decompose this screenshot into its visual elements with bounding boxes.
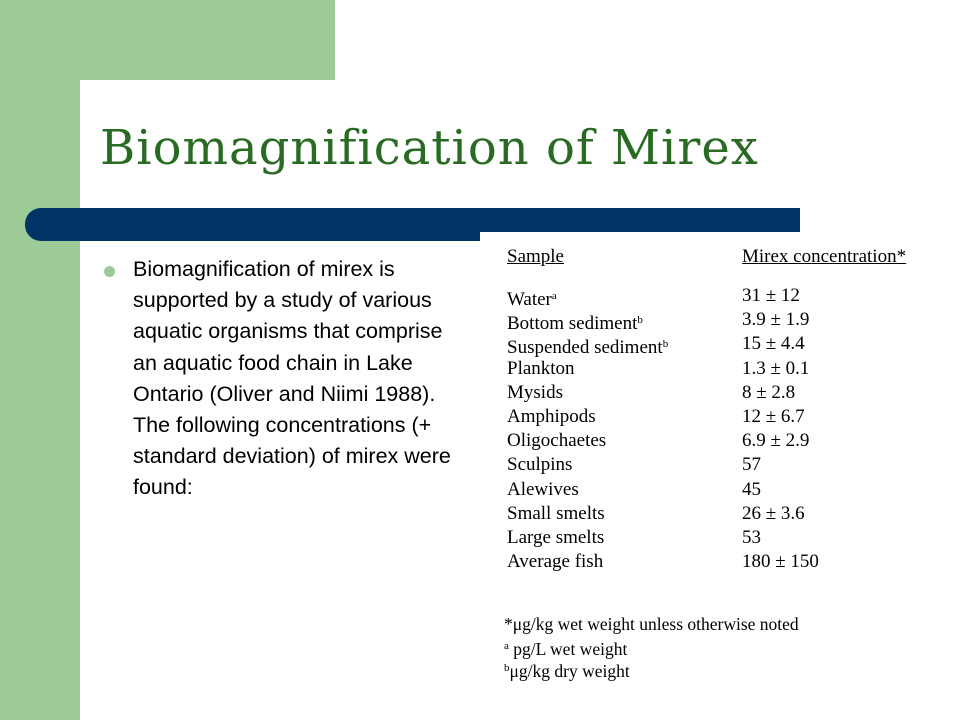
- footnote-mark: a: [551, 290, 557, 302]
- cell-sample: Bottom sediment$^b$: [507, 313, 643, 335]
- cell-concentration: 12 ± 6.7: [742, 406, 805, 427]
- table-row: [480, 332, 960, 359]
- cell-sample: Average fish: [507, 551, 604, 573]
- cell-concentration: 45: [742, 478, 761, 500]
- cell-sample: Mysids: [507, 381, 563, 403]
- mirex-table: [480, 232, 960, 692]
- footnote: $^a$ pg/L wet weight: [504, 639, 628, 659]
- top-decor-block: [0, 0, 335, 80]
- cell-concentration: 57: [742, 454, 761, 476]
- table-row: [480, 453, 960, 477]
- cell-concentration: 26 ± 3.6: [742, 502, 805, 524]
- table-row: [480, 526, 960, 550]
- cell-sample: Small smelts: [507, 502, 605, 524]
- cell-sample: Amphipods: [507, 406, 596, 427]
- cell-concentration: 31 ± 12: [742, 285, 800, 306]
- cell-sample: Alewives: [507, 478, 579, 500]
- footnote: $^b$μg/kg dry weight: [504, 661, 630, 681]
- table-row: [480, 357, 960, 381]
- cell-concentration: 6.9 ± 2.9: [742, 430, 810, 452]
- table-row: [480, 429, 960, 453]
- cell-sample: Large smelts: [507, 527, 605, 548]
- column-header-concentration: Mirex concentration*: [742, 246, 907, 267]
- cell-concentration: 53: [742, 527, 761, 548]
- cell-concentration: 8 ± 2.8: [742, 381, 796, 403]
- footnote-mark: b: [637, 314, 643, 327]
- table-row: [480, 478, 960, 502]
- footnote-mark: b: [662, 338, 669, 351]
- cell-concentration: 180 ± 150: [742, 551, 819, 573]
- table-row: [480, 284, 960, 308]
- cell-sample: Water$^a$: [507, 289, 557, 310]
- table-row: [480, 550, 960, 574]
- cell-sample: Suspended sediment$^b$: [507, 337, 669, 359]
- bullet-dot-icon: [104, 266, 115, 277]
- side-decor-strip: [0, 0, 80, 720]
- cell-concentration: 1.3 ± 0.1: [742, 357, 810, 379]
- cell-sample: Oligochaetes: [507, 430, 607, 452]
- table-row: [480, 381, 960, 405]
- bullet-list: [100, 254, 472, 504]
- table-row: [480, 405, 960, 429]
- cell-sample: Sculpins: [507, 454, 573, 476]
- slide-title: Biomagnification of Mirex: [100, 120, 759, 176]
- footnote: *μg/kg wet weight unless otherwise noted: [504, 614, 799, 634]
- cell-concentration: 15 ± 4.4: [742, 333, 805, 355]
- column-header-sample: Sample: [507, 246, 564, 267]
- table-row: [480, 308, 960, 335]
- cell-sample: Plankton: [507, 357, 575, 379]
- cell-concentration: 3.9 ± 1.9: [742, 309, 810, 331]
- bullet-text: Biomagnification of mirex is supported by a study of various aquatic organisms that comprise an aquatic food chain in Lake Ontario (Oliver and Niimi 1988). The following concentrations (+ standard deviation) of mirex were found:: [133, 257, 451, 500]
- table-row: [480, 502, 960, 526]
